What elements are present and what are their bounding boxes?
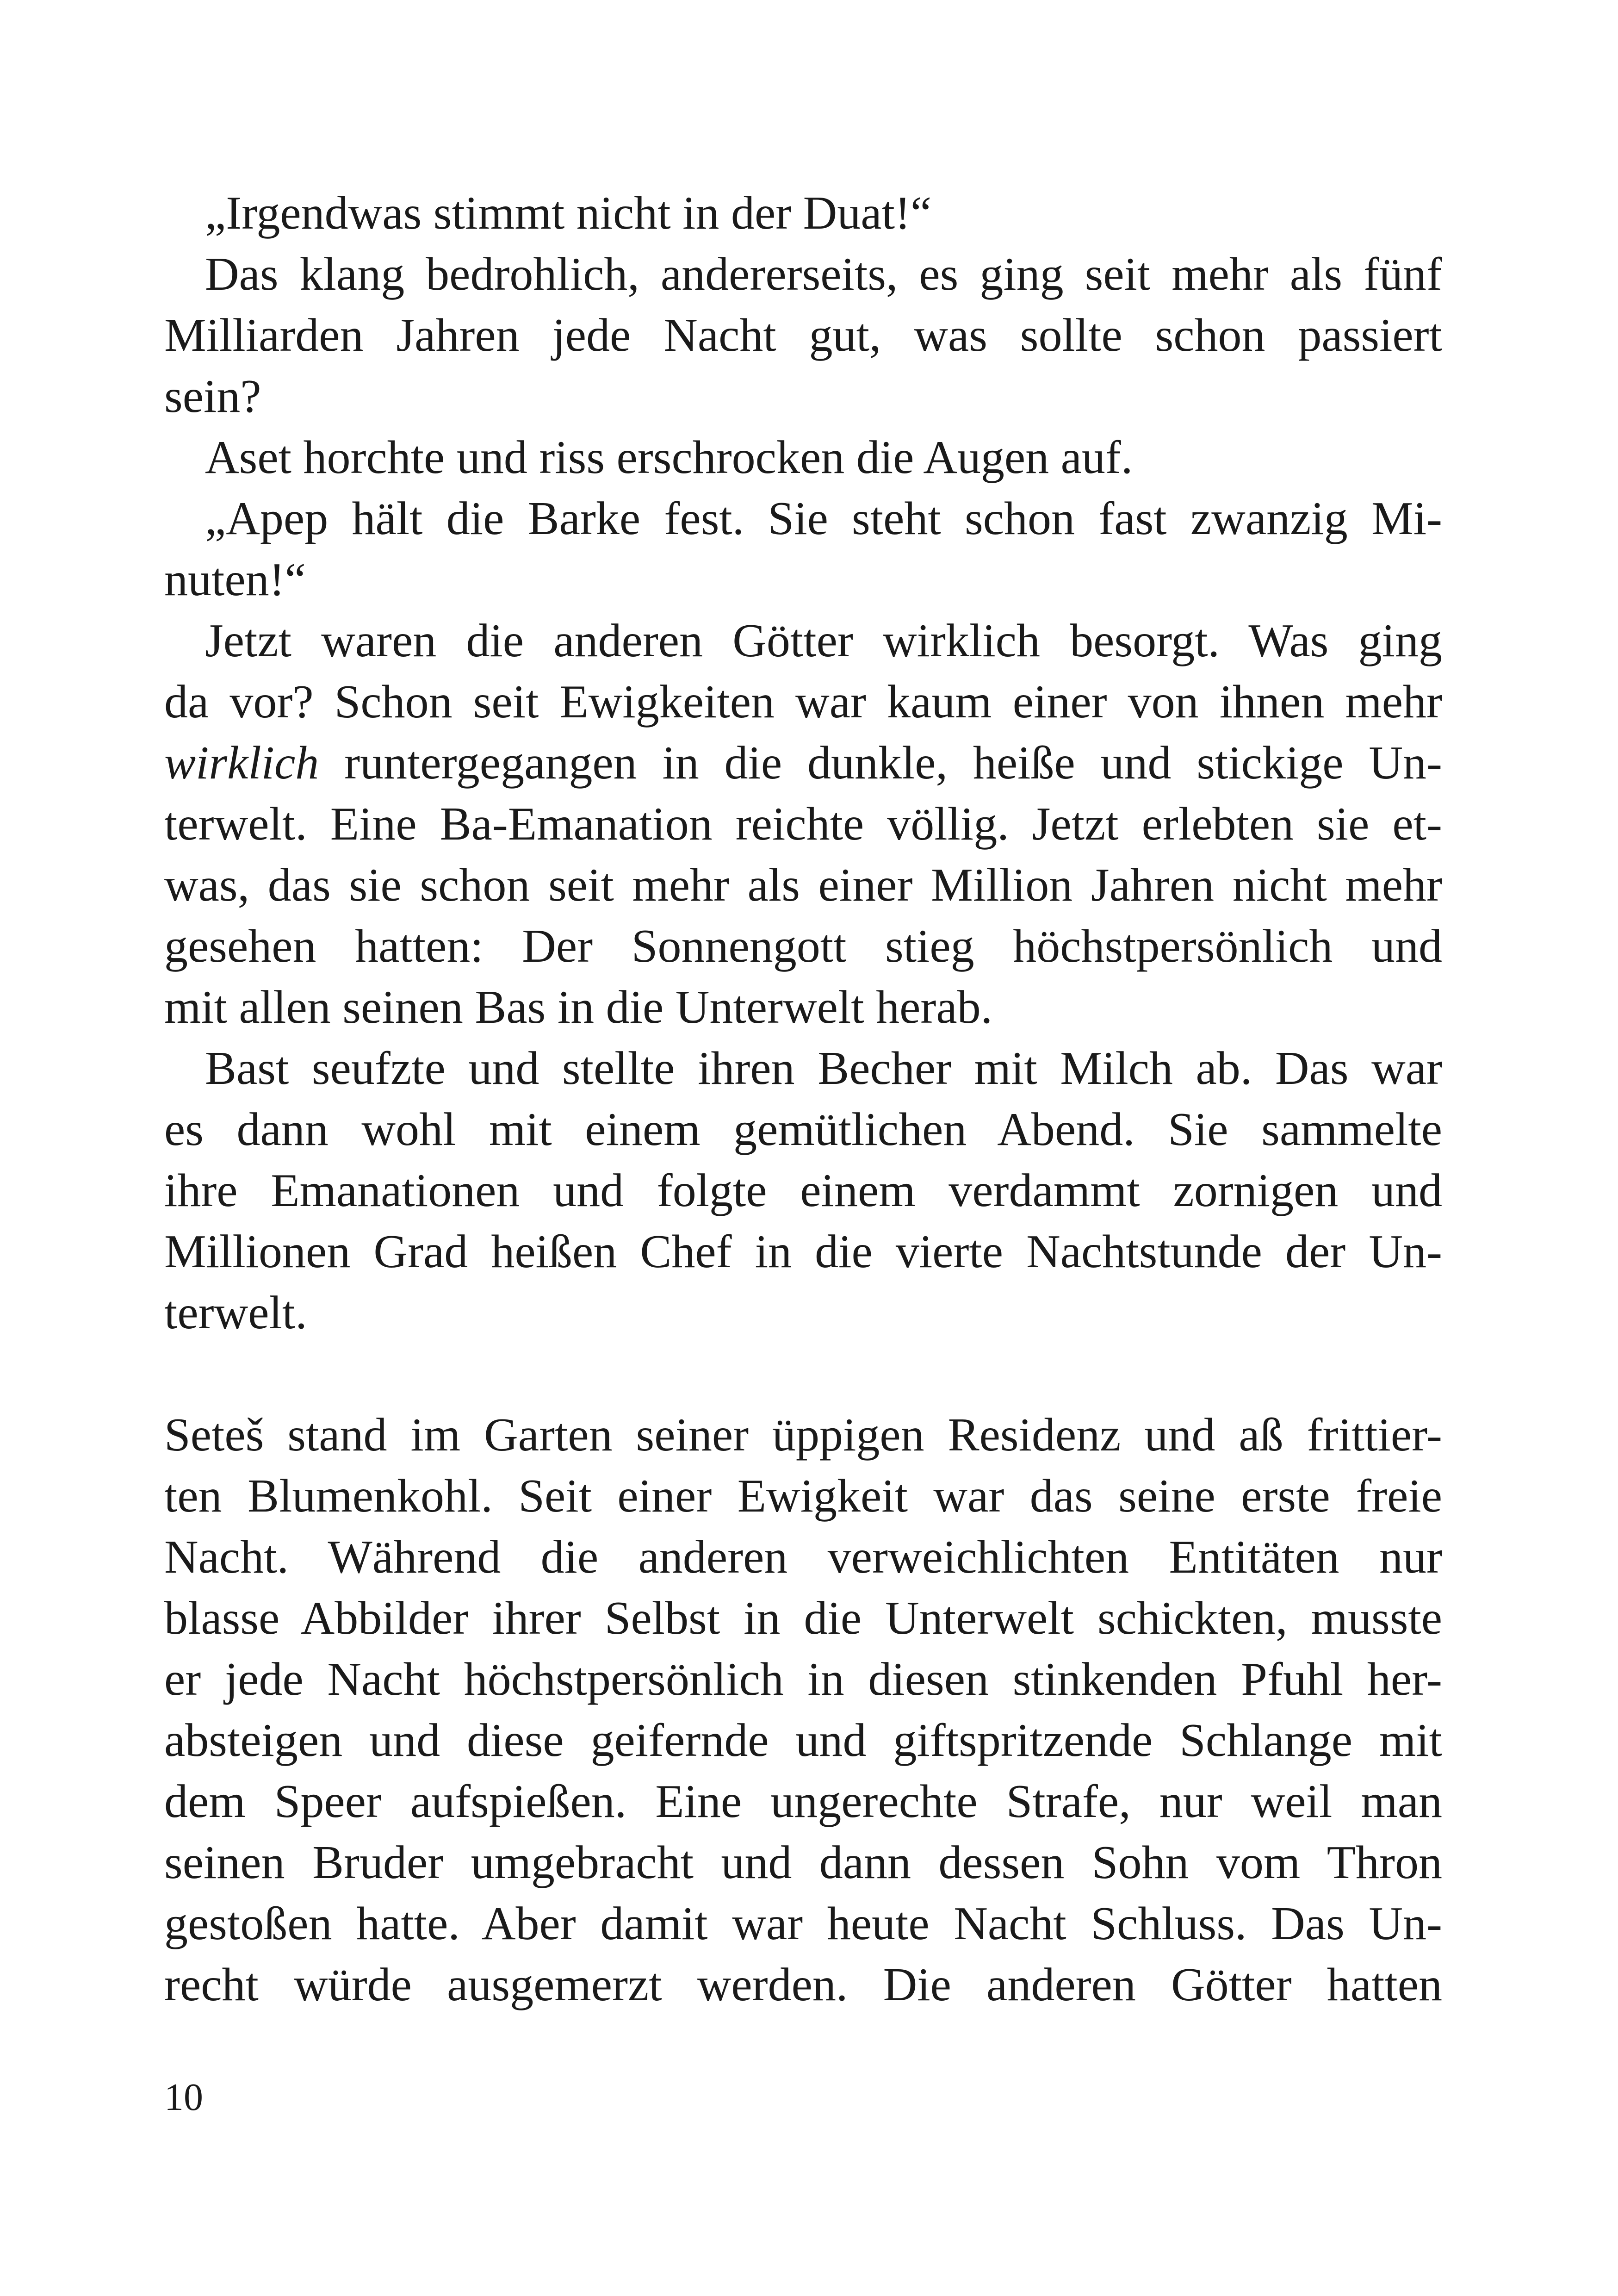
text-line [164,1954,1442,2016]
line-text: ten Blumenkohl. Seit einer Ewigkeit war das seine erste freie [164,1470,1442,1522]
line-text: runtergegangen in die dunkle, heiße und stickige Un- [319,737,1442,789]
text-line [164,366,1442,427]
text-line [164,1099,1442,1160]
line-text: da vor? Schon seit Ewigkeiten war kaum einer von ihnen mehr [164,676,1442,728]
line-text: blasse Abbilder ihrer Selbst in die Unterwelt schickten, musste [164,1592,1442,1644]
text-line [164,1466,1442,1527]
paragraph [164,1038,1442,1344]
paragraph [164,1405,1442,2016]
text-line [164,916,1442,977]
line-text: er jede Nacht höchstpersönlich in diesen stinkenden Pfuhl her- [164,1653,1442,1705]
line-text: Aset horchte und riss erschrocken die Augen auf. [205,431,1133,484]
text-line [164,488,1442,549]
line-text: „Apep hält die Barke fest. Sie steht schon fast zwanzig Mi- [205,492,1442,545]
line-text: sein? [164,370,261,423]
text-line [164,977,1442,1038]
paragraph [164,488,1442,610]
line-text: „Irgendwas stimmt nicht in der Duat!“ [205,187,932,239]
text-line [164,1710,1442,1771]
line-text: gestoßen hatte. Aber damit war heute Nacht Schluss. Das Un- [164,1898,1442,1950]
line-text: Millionen Grad heißen Chef in die vierte Nachtstunde der Un- [164,1226,1442,1278]
line-text: dem Speer aufspießen. Eine ungerechte Strafe, nur weil man [164,1775,1442,1828]
line-text: mit allen seinen Bas in die Unterwelt herab. [164,981,993,1033]
text-line [164,1160,1442,1221]
line-text: absteigen und diese geifernde und giftspritzende Schlange mit [164,1714,1442,1767]
paragraph [164,244,1442,427]
line-text: Bast seufzte und stellte ihren Becher mit Milch ab. Das war [205,1042,1442,1095]
text-line [164,183,1442,244]
paragraph [164,427,1442,488]
page-number: 10 [164,2076,203,2119]
text-line [164,855,1442,916]
text-line [164,1649,1442,1710]
text-line [164,1832,1442,1893]
body-text [164,183,1442,2016]
text-line [164,244,1442,305]
text-line [164,549,1442,610]
line-text: es dann wohl mit einem gemütlichen Abend. Sie sammelte [164,1103,1442,1156]
text-line [164,794,1442,855]
paragraph [164,183,1442,244]
text-line [164,1038,1442,1099]
text-line [164,1771,1442,1832]
text-line [164,1221,1442,1282]
line-text: Seteš stand im Garten seiner üppigen Residenz und aß frittier- [164,1409,1442,1461]
line-text: Jetzt waren die anderen Götter wirklich besorgt. Was ging [205,615,1442,667]
text-line [164,1282,1442,1344]
text-line [164,1527,1442,1588]
line-text: ihre Emanationen und folgte einem verdammt zornigen und [164,1164,1442,1217]
line-text: recht würde ausgemerzt werden. Die anderen Götter hatten [164,1959,1442,2011]
text-line [164,1405,1442,1466]
text-line [164,1588,1442,1649]
line-text: terwelt. [164,1287,307,1339]
line-text: seinen Bruder umgebracht und dann dessen Sohn vom Thron [164,1836,1442,1889]
text-line [164,1893,1442,1954]
line-text: Nacht. Während die anderen verweichlichten Entitäten nur [164,1531,1442,1583]
emphasis: wirklich [164,737,319,789]
text-line [164,672,1442,733]
line-text: was, das sie schon seit mehr als einer Million Jahren nicht mehr [164,859,1442,911]
section-break [164,1344,1442,1405]
line-text: gesehen hatten: Der Sonnengott stieg höchstpersönlich und [164,920,1442,972]
line-text: Milliarden Jahren jede Nacht gut, was sollte schon passiert [164,309,1442,361]
text-line [164,427,1442,488]
paragraph [164,610,1442,1038]
text-line [164,305,1442,366]
line-text: Das klang bedrohlich, andererseits, es ging seit mehr als fünf [205,248,1442,300]
line-text: terwelt. Eine Ba-Emanation reichte völlig. Jetzt erlebten sie et- [164,798,1442,850]
text-line [164,610,1442,672]
line-text: nuten!“ [164,554,306,606]
text-line [164,733,1442,794]
